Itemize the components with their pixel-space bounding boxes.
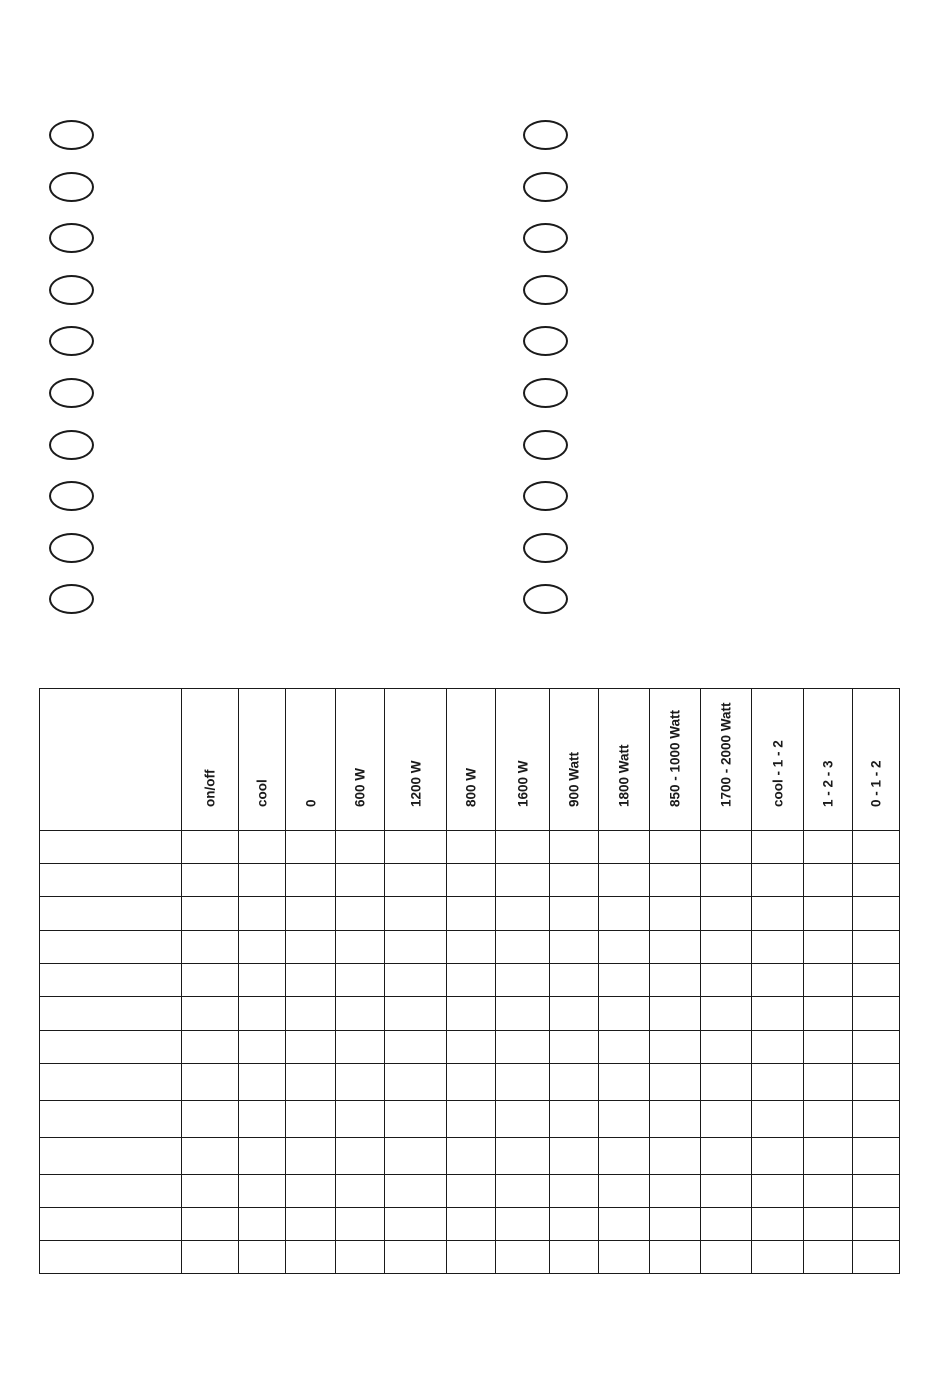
row-label-cell[interactable] [40,1064,182,1101]
table-cell[interactable] [239,864,286,897]
checklist-right-circle[interactable] [523,326,568,356]
row-label-cell[interactable] [40,897,182,931]
table-cell[interactable] [701,931,752,964]
table-header-cell [853,689,900,831]
table-cell[interactable] [599,1064,650,1101]
table-header-cell [701,689,752,831]
table-cell[interactable] [752,1064,804,1101]
table-cell[interactable] [286,1101,336,1138]
table-cell[interactable] [550,931,599,964]
row-label-cell[interactable] [40,1031,182,1064]
table-cell[interactable] [650,864,701,897]
table-cell[interactable] [853,1241,900,1274]
table-cell[interactable] [599,1208,650,1241]
table-cell[interactable] [853,1208,900,1241]
table-cell[interactable] [182,1031,239,1064]
table-cell[interactable] [650,1241,701,1274]
table-cell[interactable] [701,831,752,864]
spec-table [39,688,900,1274]
table-cell[interactable] [447,1175,496,1208]
table-cell[interactable] [701,1064,752,1101]
table-header-cell [599,689,650,831]
table-cell[interactable] [752,1101,804,1138]
table-cell[interactable] [385,1101,447,1138]
table-cell[interactable] [701,897,752,931]
table-cell[interactable] [804,897,853,931]
table-cell[interactable] [804,997,853,1031]
row-label-cell[interactable] [40,1138,182,1175]
table-cell[interactable] [239,964,286,997]
table-cell[interactable] [752,964,804,997]
table-cell[interactable] [853,1175,900,1208]
table-cell[interactable] [650,1064,701,1101]
table-cell[interactable] [336,1031,385,1064]
table-cell[interactable] [752,997,804,1031]
table-cell[interactable] [286,1138,336,1175]
checklist-left-circle[interactable] [49,223,94,253]
table-cell[interactable] [752,1138,804,1175]
table-cell[interactable] [701,997,752,1031]
table-cell[interactable] [336,1064,385,1101]
checklist-left-circle[interactable] [49,430,94,460]
table-row [40,964,900,997]
table-cell[interactable] [701,1208,752,1241]
table-cell[interactable] [286,1064,336,1101]
table-cell[interactable] [239,1101,286,1138]
checklist-right-circle[interactable] [523,172,568,202]
table-cell[interactable] [496,1031,550,1064]
row-label-cell[interactable] [40,1101,182,1138]
table-cell[interactable] [385,931,447,964]
table-row [40,864,900,897]
checklist-left-circle[interactable] [49,481,94,511]
header-label: 800 W [463,767,479,807]
table-cell[interactable] [853,897,900,931]
table-cell[interactable] [752,831,804,864]
header-label: 1800 Watt [616,743,632,807]
checklist-left-circle[interactable] [49,120,94,150]
table-cell[interactable] [550,897,599,931]
table-cell[interactable] [853,931,900,964]
row-label-cell[interactable] [40,964,182,997]
table-cell[interactable] [336,1241,385,1274]
checklist-right-circle[interactable] [523,481,568,511]
table-cell[interactable] [239,1031,286,1064]
table-row [40,831,900,864]
table-cell[interactable] [752,1031,804,1064]
table-cell[interactable] [182,997,239,1031]
table-header-cell [496,689,550,831]
table-cell[interactable] [286,931,336,964]
table-row [40,1175,900,1208]
table-cell[interactable] [239,897,286,931]
table-cell[interactable] [701,1031,752,1064]
table-cell[interactable] [701,1241,752,1274]
row-label-cell[interactable] [40,1175,182,1208]
table-cell[interactable] [650,1138,701,1175]
header-label: cool [254,778,270,807]
table-cell[interactable] [853,1138,900,1175]
table-cell[interactable] [650,1101,701,1138]
table-cell[interactable] [239,831,286,864]
table-cell[interactable] [182,1208,239,1241]
header-label: 600 W [352,767,368,807]
checklist-right-circle[interactable] [523,430,568,460]
checklist-left-circle[interactable] [49,326,94,356]
table-cell[interactable] [804,831,853,864]
table-row [40,931,900,964]
table-cell[interactable] [550,1175,599,1208]
table-cell[interactable] [650,831,701,864]
table-cell[interactable] [336,931,385,964]
table-row [40,1241,900,1274]
table-cell[interactable] [385,1031,447,1064]
table-cell[interactable] [286,1241,336,1274]
header-label: 1600 W [514,759,530,807]
table-cell[interactable] [447,1241,496,1274]
table-cell[interactable] [286,997,336,1031]
header-label: cool - 1 - 2 [769,739,785,807]
table-cell[interactable] [286,964,336,997]
row-label-cell[interactable] [40,864,182,897]
table-cell[interactable] [650,1208,701,1241]
table-cell[interactable] [599,897,650,931]
table-header-cell [550,689,599,831]
table-cell[interactable] [853,964,900,997]
table-cell[interactable] [385,964,447,997]
table-cell[interactable] [286,831,336,864]
table-cell[interactable] [804,1138,853,1175]
table-cell[interactable] [336,1208,385,1241]
table-header-cell [182,689,239,831]
table-cell[interactable] [286,897,336,931]
checklist-left-circle[interactable] [49,378,94,408]
table-cell[interactable] [286,864,336,897]
table-cell[interactable] [496,931,550,964]
table-cell[interactable] [496,997,550,1031]
table-cell[interactable] [182,897,239,931]
table-cell[interactable] [853,831,900,864]
table-cell[interactable] [599,831,650,864]
table-cell[interactable] [550,831,599,864]
header-label: 850 - 1000 Watt [667,709,683,807]
table-cell[interactable] [804,931,853,964]
table-cell[interactable] [447,1031,496,1064]
checklist-left-circle[interactable] [49,172,94,202]
table-cell[interactable] [496,964,550,997]
table-cell[interactable] [804,864,853,897]
header-label: 0 [302,798,318,807]
table-cell[interactable] [447,1064,496,1101]
table-cell[interactable] [752,1175,804,1208]
header-label: 1 - 2 - 3 [820,759,836,807]
table-cell[interactable] [804,964,853,997]
table-cell[interactable] [182,964,239,997]
table-cell[interactable] [853,1031,900,1064]
table-row [40,1138,900,1175]
table-cell[interactable] [336,1101,385,1138]
row-label-cell[interactable] [40,997,182,1031]
checklist-right-circle[interactable] [523,275,568,305]
table-cell[interactable] [496,1208,550,1241]
table-cell[interactable] [385,1175,447,1208]
table-cell[interactable] [447,1138,496,1175]
checklist-right-circle[interactable] [523,223,568,253]
table-cell[interactable] [550,1241,599,1274]
table-cell[interactable] [447,1101,496,1138]
table-cell[interactable] [182,864,239,897]
table-cell[interactable] [239,1175,286,1208]
checklist-right-circle[interactable] [523,120,568,150]
table-cell[interactable] [701,1138,752,1175]
checklist-left-circle[interactable] [49,584,94,614]
table-cell[interactable] [385,1241,447,1274]
table-cell[interactable] [599,997,650,1031]
table-cell[interactable] [550,1031,599,1064]
table-cell[interactable] [385,1064,447,1101]
table-cell[interactable] [182,831,239,864]
table-cell[interactable] [550,864,599,897]
table-cell[interactable] [385,1138,447,1175]
table-cell[interactable] [701,1101,752,1138]
table-cell[interactable] [599,931,650,964]
table-cell[interactable] [239,1138,286,1175]
table-cell[interactable] [804,1064,853,1101]
row-label-cell[interactable] [40,831,182,864]
table-cell[interactable] [550,964,599,997]
table-cell[interactable] [336,864,385,897]
table-cell[interactable] [701,864,752,897]
table-cell[interactable] [385,831,447,864]
table-cell[interactable] [804,1241,853,1274]
table-cell[interactable] [239,997,286,1031]
row-label-cell[interactable] [40,1241,182,1274]
table-cell[interactable] [239,1208,286,1241]
table-cell[interactable] [804,1175,853,1208]
table-cell[interactable] [650,931,701,964]
table-cell[interactable] [496,864,550,897]
row-label-cell[interactable] [40,931,182,964]
table-cell[interactable] [286,1175,336,1208]
header-label: on/off [202,769,218,807]
header-label: 900 Watt [566,751,582,807]
table-cell[interactable] [650,1031,701,1064]
table-row [40,1064,900,1101]
table-header-cell [752,689,804,831]
table-cell[interactable] [385,1208,447,1241]
table-row [40,1101,900,1138]
table-cell[interactable] [496,831,550,864]
header-label: 1700 - 2000 Watt [718,701,734,807]
table-cell[interactable] [286,1031,336,1064]
table-cell[interactable] [496,1064,550,1101]
table-row [40,897,900,931]
header-label: 0 - 1 - 2 [868,759,884,807]
checklist-left-circle[interactable] [49,275,94,305]
table-cell[interactable] [182,931,239,964]
table-cell[interactable] [599,1031,650,1064]
table-cell[interactable] [385,897,447,931]
table-header-cell [385,689,447,831]
table-cell[interactable] [336,1175,385,1208]
table-header-cell [804,689,853,831]
table-cell[interactable] [752,1241,804,1274]
table-cell[interactable] [599,1138,650,1175]
table-cell[interactable] [650,897,701,931]
table-cell[interactable] [336,964,385,997]
table-cell[interactable] [752,931,804,964]
table-cell[interactable] [599,1101,650,1138]
table-cell[interactable] [182,1241,239,1274]
table-cell[interactable] [182,1101,239,1138]
table-cell[interactable] [447,897,496,931]
table-header-cell [286,689,336,831]
table-cell[interactable] [804,1031,853,1064]
table-header-cell [447,689,496,831]
table-cell[interactable] [804,1101,853,1138]
table-cell[interactable] [599,964,650,997]
checklist-right-circle[interactable] [523,533,568,563]
table-cell[interactable] [599,1175,650,1208]
table-cell[interactable] [447,831,496,864]
table-cell[interactable] [286,1208,336,1241]
table-cell[interactable] [550,1064,599,1101]
table-cell[interactable] [447,997,496,1031]
table-row [40,997,900,1031]
row-label-cell[interactable] [40,1208,182,1241]
table-header-row [40,689,900,831]
table-header-cell [239,689,286,831]
table-cell[interactable] [650,997,701,1031]
table-cell[interactable] [650,1175,701,1208]
table-cell[interactable] [752,897,804,931]
table-cell[interactable] [447,864,496,897]
table-cell[interactable] [599,864,650,897]
table-cell[interactable] [447,964,496,997]
table-cell[interactable] [239,1241,286,1274]
checklist-right-circle[interactable] [523,584,568,614]
table-cell[interactable] [752,1208,804,1241]
table-cell[interactable] [239,931,286,964]
table-cell[interactable] [853,1064,900,1101]
table-cell[interactable] [239,1064,286,1101]
table-cell[interactable] [650,964,701,997]
table-cell[interactable] [447,1208,496,1241]
table-cell[interactable] [550,1101,599,1138]
table-cell[interactable] [550,1208,599,1241]
table-cell[interactable] [853,997,900,1031]
table-cell[interactable] [336,1138,385,1175]
table-cell[interactable] [550,997,599,1031]
table-cell[interactable] [182,1175,239,1208]
table-cell[interactable] [336,997,385,1031]
table-cell[interactable] [599,1241,650,1274]
checklist-right-circle[interactable] [523,378,568,408]
table-cell[interactable] [496,1241,550,1274]
table-header-blank [40,689,182,831]
table-row [40,1031,900,1064]
table-cell[interactable] [853,864,900,897]
table-row [40,1208,900,1241]
checklist-left-circle[interactable] [49,533,94,563]
table-cell[interactable] [496,897,550,931]
table-cell[interactable] [336,897,385,931]
table-cell[interactable] [496,1175,550,1208]
table-cell[interactable] [385,997,447,1031]
table-cell[interactable] [853,1101,900,1138]
table-header-cell [650,689,701,831]
table-cell[interactable] [496,1101,550,1138]
table-header-cell [336,689,385,831]
table-cell[interactable] [496,1138,550,1175]
table-cell[interactable] [336,831,385,864]
table-cell[interactable] [550,1138,599,1175]
table-cell[interactable] [385,864,447,897]
table-cell[interactable] [182,1138,239,1175]
table-cell[interactable] [701,1175,752,1208]
header-label: 1200 W [407,759,423,807]
table-cell[interactable] [447,931,496,964]
table-cell[interactable] [804,1208,853,1241]
table-cell[interactable] [701,964,752,997]
table-cell[interactable] [182,1064,239,1101]
table-cell[interactable] [752,864,804,897]
